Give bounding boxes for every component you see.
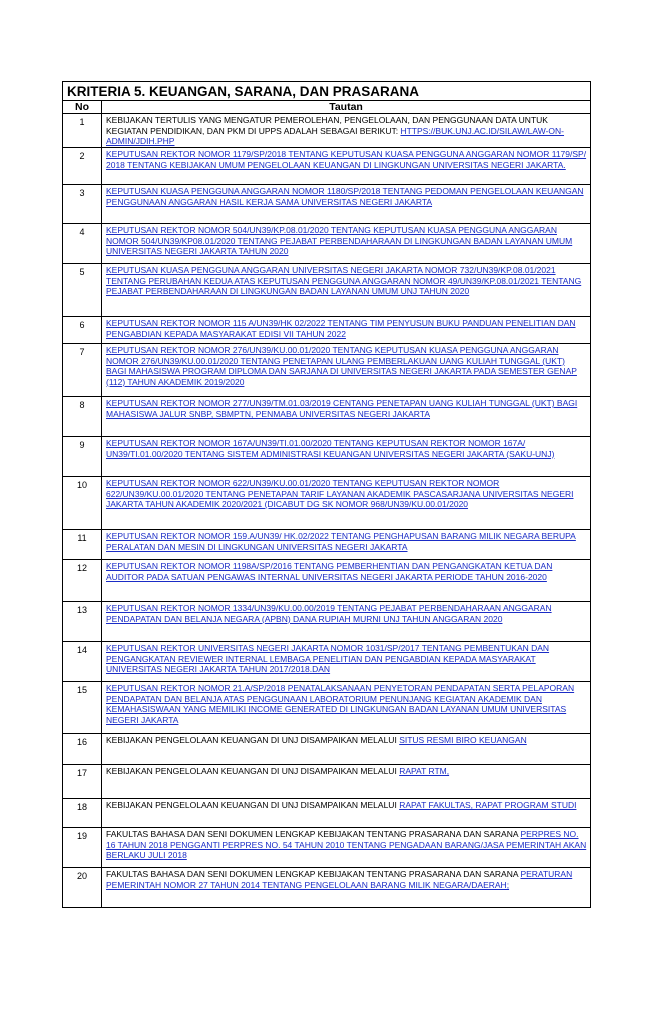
row-number: 8 bbox=[63, 397, 102, 437]
row-number: 9 bbox=[63, 437, 102, 477]
row-tautan-cell bbox=[102, 344, 591, 397]
table-row bbox=[63, 560, 591, 602]
row-number: 6 bbox=[63, 317, 102, 344]
document-link[interactable]: KEPUTUSAN REKTOR NOMOR 504/UN39/KP.08.01/2020 TENTANG KEPUTUSAN KUASA PENGGUNA ANGGARAN NOMOR 504/UN39/KP08.01/2020 TENTANG PEJABAT PERBENDAHARAAN DI LINGKUNGAN BADAN LAYANAN UMUM UNIVERSITAS NEGERI JAKARTA TAHUN 2020 bbox=[106, 225, 573, 257]
document-link[interactable]: KEPUTUSAN REKTOR NOMOR 115 A/UN39/HK 02/2022 TENTANG TIM PENYUSUN BUKU PANDUAN PENELITIAN DAN PENGABDIAN KEPADA MASYARAKAT EDISI VII TAHUN 2022 bbox=[106, 318, 576, 339]
document-link[interactable]: KEPUTUSAN REKTOR NOMOR 622/UN39/KU.00.01/2020 TENTANG KEPUTUSAN REKTOR NOMOR 622/UN39/KU.00.01/2020 TENTANG PENETAPAN TARIF LAYANAN AKADEMIK PASCASARJANA UNIVERSITAS NEGERI JAKARTA TAHUN AKADEMIK 2020/2021 (DICABUT DG SK NOMOR 968/UN39/KU.00.01/2020 bbox=[106, 478, 574, 510]
table-title: KRITERIA 5. KEUANGAN, SARANA, DAN PRASARANA bbox=[63, 82, 591, 101]
row-tautan-cell bbox=[102, 765, 591, 799]
document-link[interactable]: SITUS RESMI BIRO KEUANGAN bbox=[399, 735, 527, 745]
document-link[interactable]: PERPRES NO. 16 TAHUN 2018 PENGGANTI PERPRES NO. 54 TAHUN 2010 TENTANG PENGADAAN BARANG/JASA PEMERINTAH AKAN BERLAKU JULI 2018 bbox=[106, 829, 587, 861]
table-row bbox=[63, 185, 591, 224]
row-tautan-cell bbox=[102, 397, 591, 437]
row-number: 4 bbox=[63, 224, 102, 264]
table-row bbox=[63, 224, 591, 264]
document-link[interactable]: RAPAT RTM, bbox=[399, 766, 450, 776]
table-row bbox=[63, 344, 591, 397]
row-number: 15 bbox=[63, 682, 102, 734]
row-tautan-cell bbox=[102, 437, 591, 477]
document-link[interactable]: KEPUTUSAN REKTOR NOMOR 167A/UN39/TI.01.00/2020 TENTANG KEPUTUSAN REKTOR NOMOR 167A/ UN39/TI.01.00/2020 TENTANG SISTEM ADMINISTRASI KEUANGAN UNIVERSITAS NEGERI JAKARTA (SAKU-UNJ) bbox=[106, 438, 555, 459]
document-link[interactable]: KEPUTUSAN REKTOR NOMOR 276/UN39/KU.00.01/2020 TENTANG KEPUTUSAN KUASA PENGGUNA ANGGARAN NOMOR 276/UN39/KU.00.01/2020 TENTANG PENETAPAN ULANG PEMBERLAKUAN UANG KULIAH TUNGGAL (UKT) BAGI MAHASISWA PROGRAM DIPLOMA DAN SARJANA DI UNIVERSITAS NEGERI JAKARTA PADA SEMESTER GENAP (112) TAHUN AKADEMIK 2019/2020 bbox=[106, 345, 577, 387]
table-row bbox=[63, 799, 591, 828]
row-number: 18 bbox=[63, 799, 102, 828]
row-number: 14 bbox=[63, 642, 102, 682]
table-row bbox=[63, 437, 591, 477]
table-row bbox=[63, 602, 591, 642]
row-tautan-cell bbox=[102, 642, 591, 682]
row-number: 7 bbox=[63, 344, 102, 397]
table-row bbox=[63, 734, 591, 765]
row-number: 3 bbox=[63, 185, 102, 224]
document-link[interactable]: KEPUTUSAN REKTOR NOMOR 1334/UN39/KU.00.00/2019 TENTANG PEJABAT PERBENDAHARAAN ANGGARAN PENDAPATAN DAN BELANJA NEGARA (APBN) DANA RUPIAH MURNI UNJ TAHUN ANGGARAN 2020 bbox=[106, 603, 552, 624]
row-number: 19 bbox=[63, 828, 102, 868]
row-number: 10 bbox=[63, 477, 102, 530]
row-description: KEBIJAKAN PENGELOLAAN KEUANGAN DI UNJ DISAMPAIKAN MELALUI bbox=[106, 735, 397, 745]
row-tautan-cell bbox=[102, 317, 591, 344]
row-tautan-cell bbox=[102, 828, 591, 868]
document-link[interactable]: HTTPS://BUK.UNJ.AC.ID/SILAW/LAW-ON-ADMIN/JDIH.PHP bbox=[106, 125, 565, 147]
row-tautan-cell bbox=[102, 114, 591, 148]
table-row bbox=[63, 682, 591, 734]
row-number: 16 bbox=[63, 734, 102, 765]
document-link[interactable]: KEPUTUSAN REKTOR NOMOR 277/UN39/TM.01.03/2019 CENTANG PENETAPAN UANG KULIAH TUNGGAL (UKT) BAGI MAHASISWA JALUR SNBP, SBMPTN, PENMABA UNIVERSITAS NEGERI JAKARTA bbox=[106, 398, 578, 419]
table-row bbox=[63, 148, 591, 185]
row-number: 2 bbox=[63, 148, 102, 185]
row-description: KEBIJAKAN PENGELOLAAN KEUANGAN DI UNJ DISAMPAIKAN MELALUI bbox=[106, 800, 397, 810]
document-link[interactable]: KEPUTUSAN KUASA PENGGUNA ANGGARAN NOMOR 1180/SP/2018 TENTANG PEDOMAN PENGELOLAAN KEUANGAN PENGGUNAAN ANGGARAN HASIL KERJA SAMA UNIVERSITAS NEGERI JAKARTA bbox=[106, 186, 584, 207]
row-tautan-cell bbox=[102, 734, 591, 765]
row-description: KEBIJAKAN PENGELOLAAN KEUANGAN DI UNJ DISAMPAIKAN MELALUI bbox=[106, 766, 397, 776]
row-tautan-cell bbox=[102, 224, 591, 264]
column-header-no: No bbox=[63, 101, 102, 114]
row-tautan-cell bbox=[102, 602, 591, 642]
row-tautan-cell bbox=[102, 682, 591, 734]
row-number: 11 bbox=[63, 530, 102, 560]
table-row bbox=[63, 828, 591, 868]
row-tautan-cell bbox=[102, 148, 591, 185]
document-link[interactable]: KEPUTUSAN REKTOR NOMOR 1179/SP/2018 TENTANG KEPUTUSAN KUASA PENGGUNA ANGGARAN NOMOR 1179/SP/ 2018 TENTANG KEBIJAKAN UMUM PENGELOLAAN KEUANGAN DI LINGKUNGAN UNIVERSITAS NEGERI JAKARTA. bbox=[106, 149, 587, 170]
document-link[interactable]: KEPUTUSAN REKTOR NOMOR 1198A/SP/2016 TENTANG PEMBERHENTIAN DAN PENGANGKATAN KETUA DAN AUDITOR PADA SATUAN PENGAWAS INTERNAL UNIVERSITAS NEGERI JAKARTA PERIODE TAHUN 2016-2020 bbox=[106, 561, 553, 582]
row-tautan-cell bbox=[102, 185, 591, 224]
table-row bbox=[63, 765, 591, 799]
table-row bbox=[63, 114, 591, 148]
table-row bbox=[63, 397, 591, 437]
column-header-tautan: Tautan bbox=[102, 101, 591, 114]
table-row bbox=[63, 868, 591, 908]
row-number: 12 bbox=[63, 560, 102, 602]
table-row bbox=[63, 530, 591, 560]
table-body bbox=[63, 114, 591, 908]
row-description: FAKULTAS BAHASA DAN SENI DOKUMEN LENGKAP KEBIJAKAN TENTANG PRASARANA DAN SARANA bbox=[106, 869, 519, 879]
row-tautan-cell bbox=[102, 799, 591, 828]
row-number: 5 bbox=[63, 264, 102, 317]
kriteria-table bbox=[62, 81, 591, 908]
row-tautan-cell bbox=[102, 264, 591, 317]
row-tautan-cell bbox=[102, 477, 591, 530]
row-number: 20 bbox=[63, 868, 102, 908]
row-description: FAKULTAS BAHASA DAN SENI DOKUMEN LENGKAP KEBIJAKAN TENTANG PRASARANA DAN SARANA bbox=[106, 829, 519, 839]
row-number: 1 bbox=[63, 114, 102, 148]
row-tautan-cell bbox=[102, 560, 591, 602]
row-tautan-cell bbox=[102, 868, 591, 908]
row-description: KEBIJAKAN TERTULIS YANG MENGATUR PEMEROLEHAN, PENGELOLAAN, DAN PENGGUNAAN DATA UNTUK KEGIATAN PENDIDIKAN, DAN PKM DI UPPS ADALAH SEBAGAI BERIKUT: bbox=[106, 115, 548, 136]
table-row bbox=[63, 477, 591, 530]
document-link[interactable]: KEPUTUSAN REKTOR UNIVERSITAS NEGERI JAKARTA NOMOR 1031/SP/2017 TENTANG PEMBENTUKAN DAN PENGANGKATAN REVIEWER INTERNAL LEMBAGA PENELITIAN DAN PENGABDIAN KEPADA MASYARAKAT UNIVERSITAS NEGERI JAKARTA TAHUN 2017/2018.DAN bbox=[106, 643, 550, 675]
table-row bbox=[63, 642, 591, 682]
document-link[interactable]: RAPAT FAKULTAS, RAPAT PROGRAM STUDI bbox=[399, 800, 577, 810]
table-row bbox=[63, 317, 591, 344]
document-link[interactable]: KEPUTUSAN REKTOR NOMOR 159.A/UN39/ HK.02/2022 TENTANG PENGHAPUSAN BARANG MILIK NEGARA BERUPA PERALATAN DAN MESIN DI LINGKUNGAN UNIVERSITAS NEGERI JAKARTA bbox=[106, 531, 576, 552]
row-tautan-cell bbox=[102, 530, 591, 560]
document-link[interactable]: KEPUTUSAN KUASA PENGGUNA ANGGARAN UNIVERSITAS NEGERI JAKARTA NOMOR 732/UN39/KP.08.01/2021 TENTANG PERUBAHAN KEDUA ATAS KEPUTUSAN PENGGUNA ANGGARAN NOMOR 49/UN39/KP.08.01/2021 TENTANG PEJABAT PERBENDAHARAAN DI LINGKUNGAN BADAN LAYANAN UMUM UNJ TAHUN 2020 bbox=[106, 265, 582, 297]
row-number: 13 bbox=[63, 602, 102, 642]
document-link[interactable]: PERATURAN PEMERINTAH NOMOR 27 TAHUN 2014 TENTANG PENGELOLAAN BARANG MILIK NEGARA/DAERAH; bbox=[106, 869, 573, 890]
document-link[interactable]: KEPUTUSAN REKTOR NOMOR 21.A/SP/2018 PENATALAKSANAAN PENYETORAN PENDAPATAN SERTA PELAPORAN PENDAPATAN DAN BELANJA ATAS PENGGUNAAN LABORATORIUM PENUNJANG KEGIATAN AKADEMIK DAN KEMAHASISWAAN YANG MEMILIKI INCOME GENERATED DI LINGKUNGAN BADAN LAYANAN UMUM UNIVERSITAS NEGERI JAKARTA bbox=[106, 683, 575, 725]
table-row bbox=[63, 264, 591, 317]
row-number: 17 bbox=[63, 765, 102, 799]
